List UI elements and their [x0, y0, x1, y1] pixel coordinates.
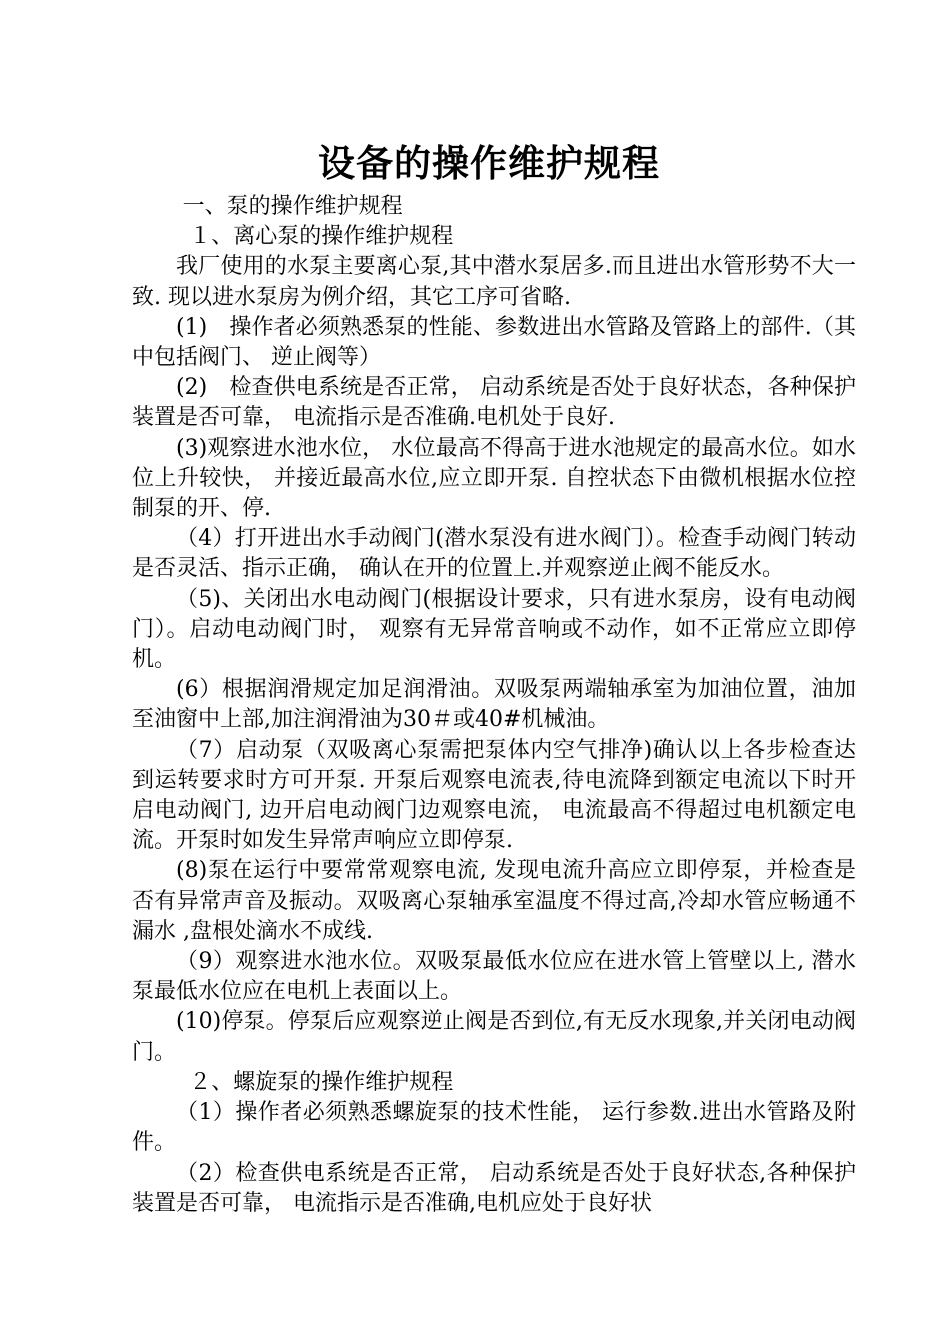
paragraph-step-3: (3)观察进水池水位， 水位最高不得高于进水池规定的最高水位。如水位上升较快， 并接近最高水位,应立即开泵. 自控状态下由微机根据水位控制泵的开、停. — [132, 435, 856, 522]
subsection-heading-screw-pump: ２、螺旋泵的操作维护规程 — [189, 1069, 454, 1095]
paragraph-step-7: （7）启动泵（双吸离心泵需把泵体内空气排净)确认以上各步检查达到运转要求时方可开泵. 开泵后观察电流表,待电流降到额定电流以下时开启电动阀门, 边开启电动阀门边观察电流， 电流最高不得超过电机额定电流。开泵时如发生异常声响应立即停泵. — [132, 737, 856, 854]
paragraph-step-1: (1) 操作者必须熟悉泵的性能、参数进出水管路及管路上的部件.（其中包括阀门、 逆止阀等） — [132, 314, 856, 371]
section-heading-pumps: 一、泵的操作维护规程 — [182, 194, 403, 219]
subsection-heading-centrifugal-pump: １、离心泵的操作维护规程 — [189, 224, 454, 250]
paragraph-step-2: (2) 检查供电系统是否正常， 启动系统是否处于良好状态，各种保护装置是否可靠， 电流指示是否准确.电机处于良好. — [132, 375, 856, 431]
paragraph-step-6: (6）根据润滑规定加足润滑油。双吸泵两端轴承室为加油位置，油加至油窗中上部,加注润滑油为30＃或40#机械油。 — [132, 677, 856, 733]
paragraph-step-10: (10)停泵。停泵后应观察逆止阀是否到位,有无反水现象,并关闭电动阀门。 — [132, 1009, 856, 1065]
paragraph-screw-step-1: （1）操作者必须熟悉螺旋泵的技术性能， 运行参数.进出水管路及附件。 — [132, 1100, 856, 1156]
paragraph-step-8: (8)泵在运行中要常常观察电流, 发现电流升高应立即停泵，并检查是否有异常声音及振动。双吸离心泵轴承室温度不得过高,冷却水管应畅通不漏水 ,盘根处滴水不成线. — [132, 858, 856, 944]
document-body — [132, 192, 856, 1219]
paragraph-step-9: （9）观察进水池水位。双吸泵最低水位应在进水管上管壁以上, 潜水泵最低水位应在电机上表面以上。 — [132, 949, 856, 1005]
document-title: 设备的操作维护规程 — [318, 142, 660, 185]
paragraph-step-4: （4）打开进出水手动阀门(潜水泵没有进水阀门）。检查手动阀门转动是否灵活、指示正确， 确认在开的位置上.并观察逆止阀不能反水。 — [132, 526, 856, 582]
paragraph-step-5: （5)、关闭出水电动阀门(根据设计要求，只有进水泵房，设有电动阀门）。启动电动阀门时， 观察有无异常音响或不动作，如不正常应立即停机。 — [132, 586, 856, 673]
paragraph-screw-step-2: （2）检查供电系统是否正常， 启动系统是否处于良好状态,各种保护装置是否可靠， 电流指示是否准确,电机应处于良好状 — [132, 1160, 856, 1216]
paragraph-intro: 我厂使用的水泵主要离心泵,其中潜水泵居多.而且进出水管形势不大一致. 现以进水泵房为例介绍，其它工序可省略. — [132, 254, 856, 310]
